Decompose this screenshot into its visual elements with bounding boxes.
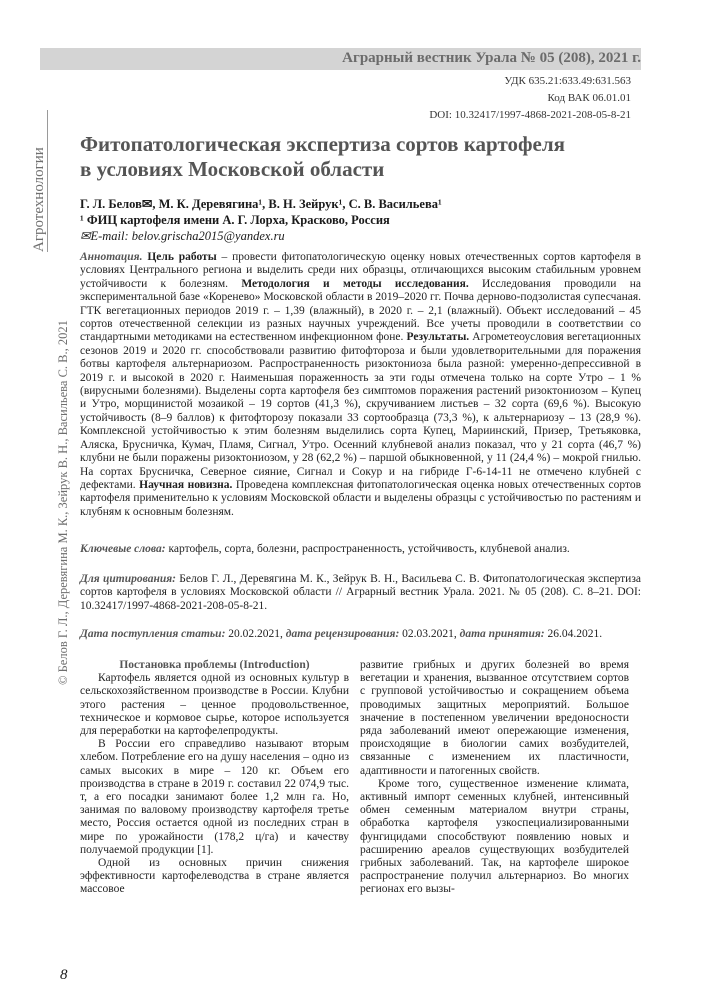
abstract-label: Аннотация. xyxy=(80,251,143,263)
article-dates xyxy=(80,628,641,641)
copyright-notice: © Белов Г. Л., Деревягина М. К., Зейрук В. Н., Васильева С. В., 2021 xyxy=(56,320,70,685)
aim-label: Цель работы xyxy=(147,251,217,263)
author-email: ✉E-mail: belov.grischa2015@yandex.ru xyxy=(80,229,285,243)
keywords xyxy=(80,543,641,556)
aim-text: – провести фитопатологическую оценку новых отечественных сортов картофеля в условиях Центрального региона и выделить среди них образцы, отличающихся высоким стабильным уровнем устойчивости к болезням. xyxy=(80,251,641,290)
journal-header: Аграрный вестник Урала № 05 (208), 2021 г. xyxy=(342,50,641,66)
received-date: 20.02.2021, xyxy=(225,628,286,640)
title-line-1: Фитопатологическая экспертиза сортов картофеля xyxy=(80,132,565,156)
vak-code: Код ВАК 06.01.01 xyxy=(547,92,631,104)
doi: DOI: 10.32417/1997-4868-2021-208-05-8-21 xyxy=(429,109,631,121)
paragraph: Одной из основных причин снижения эффективности картофелеводства в стране является массовое xyxy=(80,857,349,896)
section-heading: Постановка проблемы (Introduction) xyxy=(119,659,310,671)
results-label: Результаты. xyxy=(406,331,470,344)
paragraph: В России его справедливо называют вторым хлебом. Потребление его на душу населения – одно из самых высоких в мире – 120 кг. Объем его производства в стране в 2019 г. составил 22 074,9 тыс. т, а его посадки занимают более 1,2 млн га. Но, занимая по валовому производству картофеля третье место, Россия остается одной из последних стран в мире по урожайности (178,2 ц/га) и качеству получаемой продукции [1]. xyxy=(80,738,349,856)
novelty-label: Научная новизна. xyxy=(139,478,233,491)
paragraph: Кроме того, существенное изменение климата, активный импорт семенных клубней, интенсивный обмен семенным материалом внутри страны, обработка картофеля узкоспециализированными фунгицидами способствуют появлению новых и расширению ареалов существующих возбудителей грибных заболеваний. Так, на картофеле широкое распространение получил альтернариоз. Во многих регионах его вызы- xyxy=(360,777,629,896)
citation-label: Для цитирования: xyxy=(80,573,176,585)
accepted-label: дата принятия: xyxy=(459,628,545,640)
keywords-label: Ключевые слова: xyxy=(80,543,166,555)
accepted-date: 26.04.2021. xyxy=(544,628,603,640)
rubric-label: Агротехнологии xyxy=(31,147,47,252)
methods-label: Методология и методы исследования. xyxy=(241,277,469,290)
paragraph: развитие грибных и других болезней во время вегетации и хранения, вызванное отсутствием сортов с групповой устойчивостью и сокращением объема проводимых защитных мероприятий. Большое значение в постепенном увеличении вредоносности ряда заболеваний имеют опережающие изменения, происходящие в биологии самих возбудителей, связанные с изменением их пластичности, адаптивности и патогенных свойств. xyxy=(360,659,629,777)
abstract xyxy=(80,251,641,519)
body-column-left xyxy=(80,659,349,897)
authors-block xyxy=(80,196,640,244)
affiliation: ¹ ФИЦ картофеля имени А. Г. Лорха, Красково, Россия xyxy=(80,213,390,227)
methods-text: Исследования проводили на экспериментальной базе «Коренево» Московской области в 2019–2020 гг. Почва дерново-подзолистая супесчаная. ГТК вегетационных периодов 2019 г. – 1,39 (влажный), в 2020 г. – 2,1 (влажный). Объект исследований – 45 сортов отечественной селекции из разных научных учреждений. Все учеты проводили в соответствии со стандартными методиками на естественном инфекционном фоне. xyxy=(80,277,642,344)
novelty-text: Проведена комплексная фитопатологическая оценка новых отечественных сортов картофеля применительно к условиям Московской области и выделены образцы с устойчивостью по растениям и клубням к основным болезням. xyxy=(80,478,641,518)
author-names: Г. Л. Белов✉, М. К. Деревягина¹, В. Н. Зейрук¹, С. В. Васильева¹ xyxy=(80,197,442,211)
keywords-text: картофель, сорта, болезни, распространенность, устойчивость, клубневой анализ. xyxy=(165,543,570,555)
reviewed-date: 02.03.2021, xyxy=(399,628,460,640)
article-title xyxy=(80,132,640,182)
body-column-right xyxy=(360,659,629,897)
results-text: Агрометеоусловия вегетационных сезонов 2019 и 2020 гг. способствовали развитию фитофтороза и были удовлетворительными для поражения ботвы картофеля альтернариозом. Распространенность ризоктониоза была разной: умеренно-депрессивной в 2019 г. и высокой в 2020 г. Наименьшая пораженность за эти годы отмечена только на сорте Утро – 1 % (вирусными болезнями). Выделены сорта картофеля без симптомов поражения растений ризоктониозом – Купец и Утро, морщинистой мозаикой – 19 сортов (41,3 %), скручиванием листьев – 32 сорта (69,6 %). Высокую устойчивость (8–9 баллов) к фитофторозу показали 33 сортообразца (73,3 %), к альтернариозу – 13 (28,9 %). Комплексной устойчивостью к этим болезням выделились сорта Купец, Мариинский, Призер, Третьяковка, Аляска, Брусничка, Кумач, Пламя, Сигнал, Утро. Осенний клубневой анализ показал, что у 21 сорта (46,7 %) клубни не были поражены ризоктониозом, у 28 (62,2 %) – паршой обыкновенной, у 11 (24,4 %) – мокрой гнилью. На сортах Брусничка, Северное сияние, Сигнал и Сокур и на гибриде Г-6-14-11 не отмечено клубней с дефектами. xyxy=(80,331,641,491)
citation xyxy=(80,573,641,613)
title-line-2: в условиях Московской области xyxy=(80,157,385,181)
reviewed-label: дата рецензирования: xyxy=(285,628,400,640)
citation-text: Белов Г. Л., Деревягина М. К., Зейрук В. Н., Васильева С. В. Фитопатологическая экспертиза сортов картофеля в условиях Московской области // Аграрный вестник Урала. 2021. № 05 (208). С. 8–21. DOI: 10.32417/1997-4868-2021-208-05-8-21. xyxy=(80,573,641,612)
udc-code: УДК 635.21:633.49:631.563 xyxy=(504,75,631,87)
received-label: Дата поступления статьи: xyxy=(80,628,226,640)
paragraph: Картофель является одной из основных культур в сельскохозяйственном производстве в России. Клубни этого растения – ценное продовольственное, техническое и кормовое сырье, которое используется для переработки на картофелепродукты. xyxy=(80,672,349,738)
page-number: 8 xyxy=(60,967,68,983)
